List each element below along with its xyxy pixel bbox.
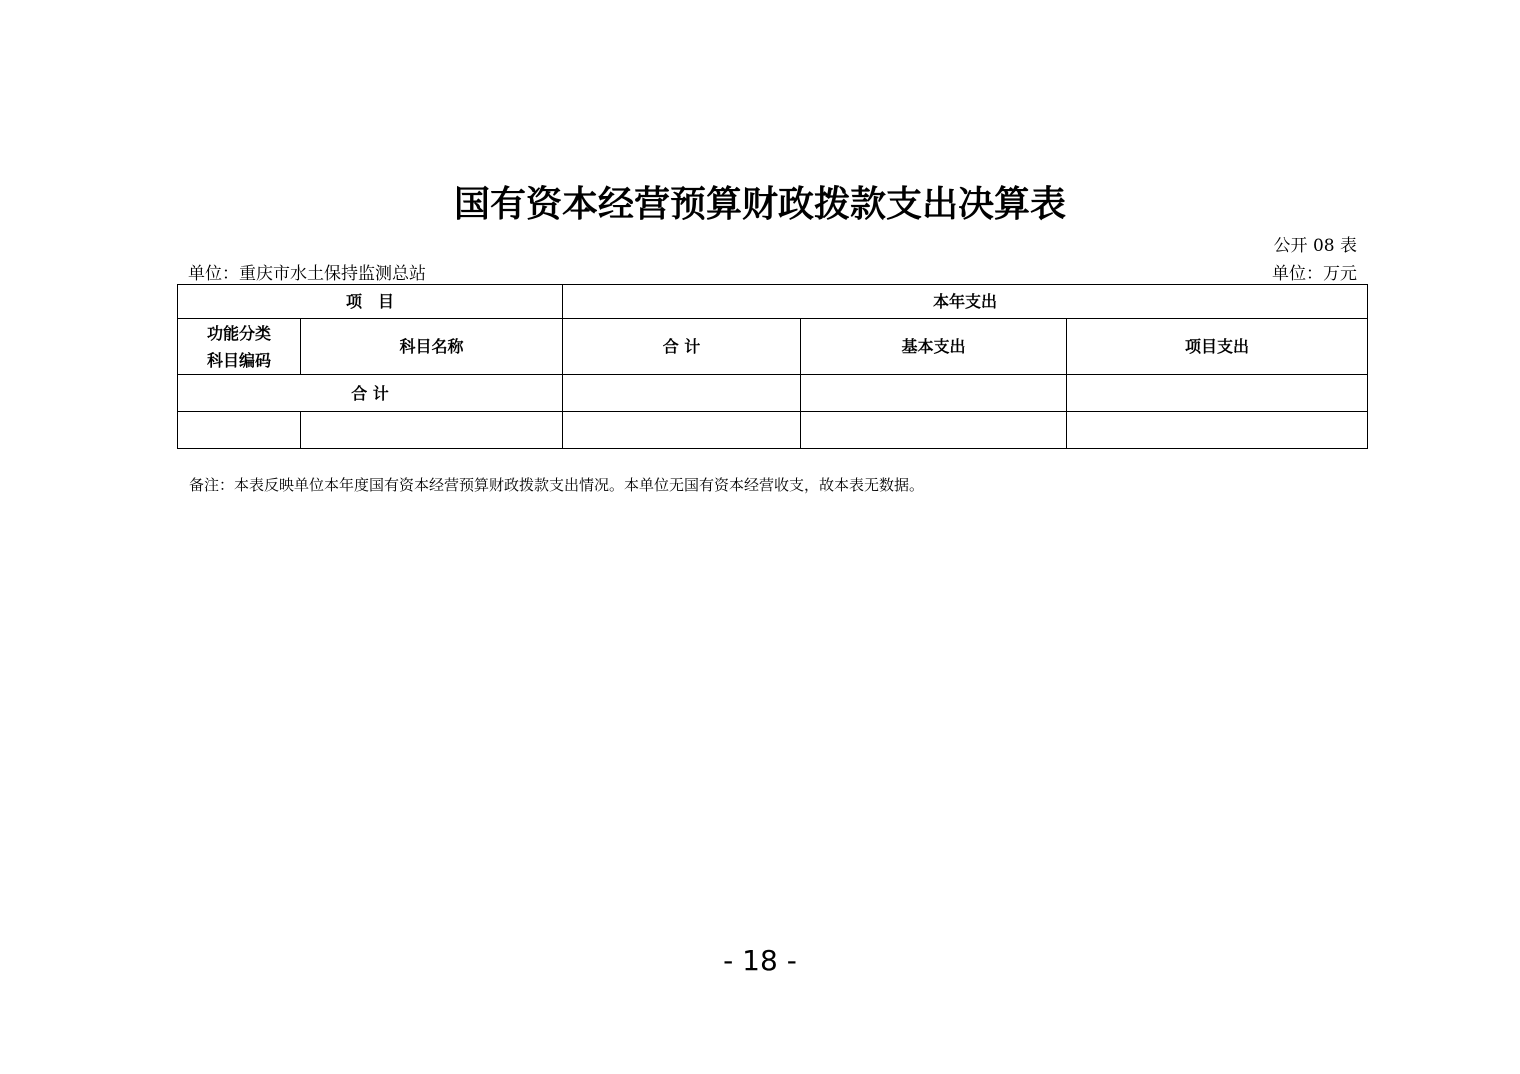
table-header-row — [178, 285, 1368, 319]
header-basic-expenditure: 基本支出 — [801, 319, 1067, 375]
cell-name — [301, 412, 563, 449]
total-cell-total — [563, 375, 801, 412]
total-cell-project — [1067, 375, 1368, 412]
header-subject-name: 科目名称 — [301, 319, 563, 375]
header-project-expenditure: 项目支出 — [1067, 319, 1368, 375]
page-title: 国有资本经营预算财政拨款支出决算表 — [453, 183, 1066, 225]
cell-code — [178, 412, 301, 449]
expenditure-table — [177, 284, 1368, 449]
table-total-row — [178, 375, 1368, 412]
unit-currency: 单位：万元 — [1272, 264, 1357, 284]
total-label: 合 计 — [178, 375, 563, 412]
header-item: 项 目 — [178, 285, 563, 319]
header-function-code-line2: 科目编码 — [206, 350, 271, 370]
cell-basic — [801, 412, 1067, 449]
table-note: 备注：本表反映单位本年度国有资本经营预算财政拨款支出情况。本单位无国有资本经营收支，故本表无数据。 — [189, 476, 925, 494]
unit-organization: 单位：重庆市水土保持监测总站 — [188, 264, 426, 284]
table-subheader-row — [178, 319, 1368, 375]
table-row — [178, 412, 1368, 449]
header-function-code-line1: 功能分类 — [206, 323, 271, 343]
cell-total — [563, 412, 801, 449]
total-cell-basic — [801, 375, 1067, 412]
page-number: - 18 - — [723, 944, 797, 977]
header-year-expenditure: 本年支出 — [563, 285, 1368, 319]
cell-project — [1067, 412, 1368, 449]
header-total: 合 计 — [563, 319, 801, 375]
form-number: 公开 08 表 — [1273, 236, 1357, 256]
header-function-code — [178, 319, 301, 375]
